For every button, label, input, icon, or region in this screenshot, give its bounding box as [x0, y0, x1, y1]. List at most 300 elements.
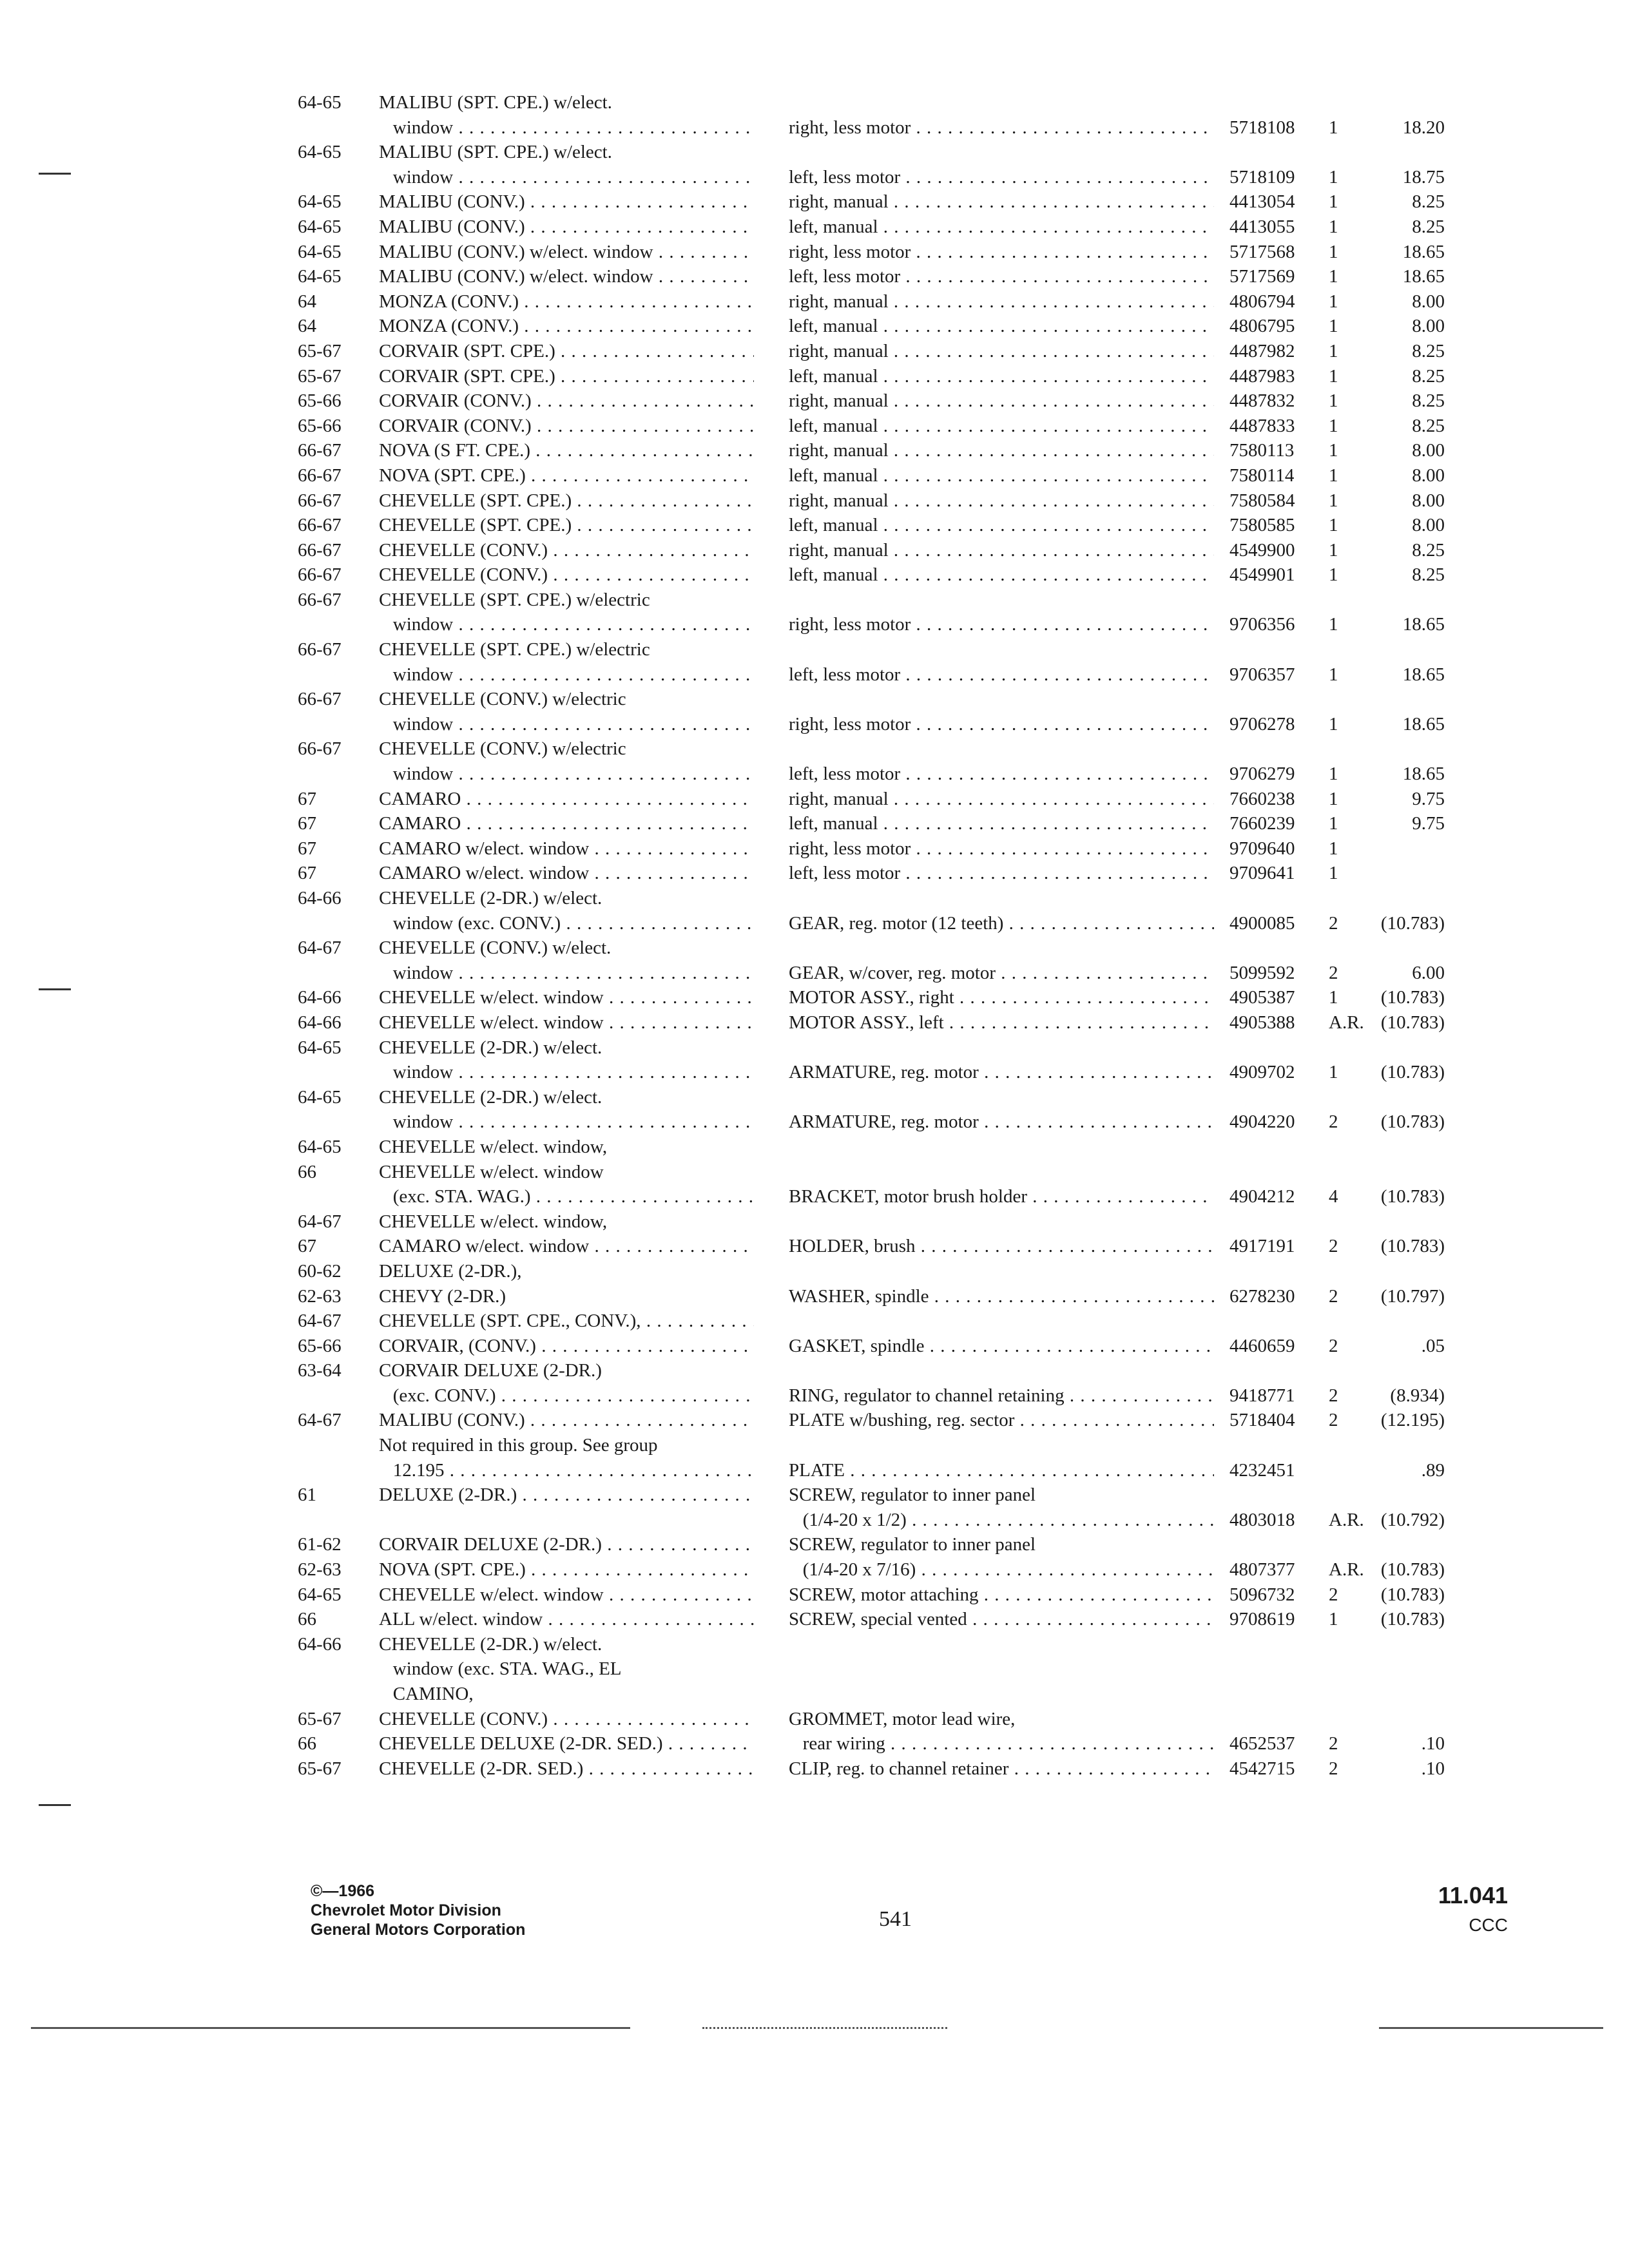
table-row [0, 438, 1629, 463]
price: (10.783) [1380, 1584, 1445, 1605]
model-description: window . . . [379, 115, 754, 140]
part-number: 9706357 [1229, 664, 1295, 685]
table-row [0, 1756, 1629, 1782]
model-description: 12.195 . . . [379, 1458, 754, 1483]
price [1361, 588, 1445, 613]
model-description: window (exc. CONV.) . . . [379, 911, 754, 936]
part-number [1229, 736, 1326, 762]
part-description [789, 1632, 1214, 1657]
model-year [298, 961, 381, 986]
model-year: 64-66 [298, 888, 342, 908]
model-year: 66-67 [298, 564, 342, 586]
model-description: CHEVELLE (CONV.) . . . [379, 538, 754, 563]
table-row [0, 1259, 1629, 1284]
model-year: 66-67 [298, 440, 342, 461]
part-description: left, less motor . . . [789, 861, 1214, 886]
price: 18.65 [1402, 241, 1445, 262]
model-description: Not required in this group. See group [379, 1435, 658, 1456]
price: .10 [1421, 1733, 1445, 1754]
quantity: 1 [1329, 664, 1338, 685]
model-year: 64-65 [298, 266, 342, 287]
price [1361, 861, 1445, 886]
part-number [1229, 1632, 1326, 1657]
price [1361, 1657, 1445, 1682]
table-row [0, 1184, 1629, 1209]
table-row [0, 414, 1629, 439]
price [1361, 1358, 1445, 1383]
corporation-name: General Motors Corporation [311, 1921, 526, 1939]
model-year: 60-62 [298, 1260, 342, 1282]
table-row [0, 886, 1629, 911]
table-row [0, 1458, 1629, 1483]
part-description [789, 588, 1214, 613]
part-number [1229, 1160, 1326, 1185]
model-year: 61 [298, 1485, 316, 1506]
quantity: A.R. [1329, 1559, 1364, 1581]
model-description: CAMINO, [379, 1684, 474, 1704]
price: 8.25 [1412, 539, 1445, 561]
table-row [0, 1309, 1629, 1334]
price: (10.783) [1380, 1111, 1445, 1133]
model-description: window (exc. STA. WAG., EL [379, 1658, 622, 1680]
table-row [0, 1483, 1629, 1508]
price: (8.934) [1390, 1385, 1445, 1406]
quantity: 2 [1329, 1758, 1338, 1779]
part-description: left, less motor . . . [789, 264, 1214, 289]
part-number: 4542715 [1229, 1758, 1295, 1779]
table-row [0, 1682, 1629, 1707]
price: 8.25 [1412, 564, 1445, 586]
model-description: DELUXE (2-DR.), [379, 1260, 522, 1282]
part-number: 5718108 [1229, 117, 1295, 138]
part-number: 4652537 [1229, 1733, 1295, 1754]
table-row [0, 189, 1629, 215]
table-row [0, 911, 1629, 936]
price: (10.783) [1380, 1062, 1445, 1083]
part-number: 4905387 [1229, 987, 1295, 1008]
model-year: 64-66 [298, 1633, 342, 1655]
part-description [789, 1135, 1214, 1160]
part-number: 4413055 [1229, 216, 1295, 237]
table-row [0, 1085, 1629, 1110]
table-row [0, 389, 1629, 414]
price [1361, 140, 1445, 165]
quantity: 1 [1329, 788, 1338, 809]
part-description [789, 1035, 1214, 1061]
model-description: NOVA (S FT. CPE.) . . . [379, 438, 754, 463]
table-row [0, 936, 1629, 961]
model-description: MALIBU (CONV.) . . . [379, 215, 754, 240]
table-row [0, 1532, 1629, 1557]
part-number [1229, 1707, 1326, 1732]
table-row [0, 811, 1629, 836]
part-number [1229, 1433, 1326, 1458]
table-row [0, 1110, 1629, 1135]
part-description: left, manual . . . [789, 364, 1214, 389]
model-description: CHEVELLE (2-DR.) w/elect. [379, 888, 602, 908]
model-description: CHEVELLE (2-DR.) w/elect. [379, 1037, 602, 1058]
quantity: 1 [1329, 266, 1338, 287]
price: .10 [1421, 1758, 1445, 1779]
part-number: 4900085 [1229, 912, 1295, 934]
table-row [0, 1358, 1629, 1383]
part-number: 5718404 [1229, 1410, 1295, 1431]
part-description: right, less motor . . . [789, 712, 1214, 737]
part-number: 4917191 [1229, 1236, 1295, 1257]
model-year: 64 [298, 316, 316, 337]
price: (12.195) [1380, 1410, 1445, 1431]
table-row [0, 463, 1629, 488]
part-number: 7580585 [1229, 515, 1295, 536]
part-number [1229, 936, 1326, 961]
price: (10.783) [1380, 1012, 1445, 1033]
quantity: 1 [1329, 117, 1338, 138]
price: 8.25 [1412, 365, 1445, 387]
model-year: 64-65 [298, 1584, 342, 1605]
model-description: CAMARO w/elect. window . . . [379, 861, 754, 886]
table-row [0, 1234, 1629, 1259]
quantity: 1 [1329, 390, 1338, 412]
part-number: 5717568 [1229, 241, 1295, 262]
model-year [298, 1433, 381, 1458]
quantity: 2 [1329, 1236, 1338, 1257]
part-description: MOTOR ASSY., right . . . [789, 985, 1214, 1010]
part-description [789, 1259, 1214, 1284]
part-description: GASKET, spindle . . . [789, 1334, 1214, 1359]
price [1361, 736, 1445, 762]
part-number: 9709641 [1229, 863, 1295, 884]
model-year [298, 115, 381, 140]
part-number: 7580113 [1229, 440, 1295, 461]
model-year [298, 1383, 381, 1408]
model-description: CHEVELLE (2-DR. SED.) . . . [379, 1756, 754, 1782]
table-row [0, 1209, 1629, 1235]
part-description [789, 140, 1214, 165]
price [1361, 836, 1445, 861]
part-number: 4807377 [1229, 1559, 1295, 1581]
price: 18.65 [1402, 664, 1445, 685]
price: (10.792) [1380, 1509, 1445, 1530]
model-year: 64-65 [298, 241, 342, 262]
part-number: 7580114 [1229, 465, 1295, 486]
model-year: 64-66 [298, 1012, 342, 1033]
part-description [789, 736, 1214, 762]
part-number: 7660239 [1229, 813, 1295, 834]
model-year [298, 612, 381, 637]
model-description: NOVA (SPT. CPE.) . . . [379, 1557, 754, 1582]
model-year [298, 1110, 381, 1135]
price: .89 [1421, 1459, 1445, 1481]
table-row [0, 861, 1629, 886]
part-description: left, manual . . . [789, 463, 1214, 488]
part-description: right, less motor . . . [789, 240, 1214, 265]
price: 8.00 [1412, 440, 1445, 461]
model-year: 64-65 [298, 1086, 342, 1108]
model-year: 64-65 [298, 191, 342, 213]
part-description: right, manual . . . [789, 438, 1214, 463]
table-row [0, 488, 1629, 514]
section-code: 11.041 [1438, 1882, 1508, 1908]
model-year: 66-67 [298, 738, 342, 760]
model-description: window . . . [379, 662, 754, 687]
part-number [1229, 1657, 1326, 1682]
part-description [789, 936, 1214, 961]
table-row [0, 240, 1629, 265]
price [1361, 1160, 1445, 1185]
model-year [298, 911, 381, 936]
table-row [0, 1383, 1629, 1408]
part-description: left, manual . . . [789, 811, 1214, 836]
model-description: CAMARO . . . [379, 811, 754, 836]
model-description: MALIBU (CONV.) w/elect. window . . . [379, 240, 754, 265]
quantity: 2 [1329, 1285, 1338, 1307]
part-description: HOLDER, brush . . . [789, 1234, 1214, 1259]
model-year [298, 1657, 381, 1682]
price: 9.75 [1412, 813, 1445, 834]
model-description: CHEVELLE (CONV.) w/electric [379, 738, 626, 760]
part-number [1229, 1309, 1326, 1334]
price [1361, 1707, 1445, 1732]
price: 6.00 [1412, 962, 1445, 983]
table-row [0, 1582, 1629, 1608]
part-description [789, 1433, 1214, 1458]
model-year [298, 662, 381, 687]
model-year: 62-63 [298, 1559, 342, 1581]
price: 18.65 [1402, 713, 1445, 735]
part-description [789, 1358, 1214, 1383]
part-description: BRACKET, motor brush holder . . . [789, 1184, 1214, 1209]
table-row [0, 588, 1629, 613]
model-year: 64-65 [298, 216, 342, 237]
part-number: 4232451 [1229, 1459, 1295, 1481]
part-number [1229, 1035, 1326, 1061]
quantity: 1 [1329, 465, 1338, 486]
model-description: (exc. STA. WAG.) . . . [379, 1184, 754, 1209]
part-number [1229, 1259, 1326, 1284]
price [1361, 936, 1445, 961]
model-description: CHEVELLE w/elect. window, [379, 1136, 608, 1157]
price [1361, 1259, 1445, 1284]
price [1361, 1433, 1445, 1458]
part-description: left, manual . . . [789, 562, 1214, 588]
model-year: 64-65 [298, 1037, 342, 1058]
quantity: 1 [1329, 764, 1338, 785]
model-year: 64-65 [298, 92, 342, 113]
model-year: 64-65 [298, 1136, 342, 1157]
table-row [0, 1060, 1629, 1085]
price: 8.25 [1412, 216, 1445, 237]
model-year [298, 1682, 381, 1707]
part-number: 9706278 [1229, 713, 1295, 735]
table-row [0, 1707, 1629, 1732]
part-description: right, manual . . . [789, 339, 1214, 364]
part-description: left, less motor . . . [789, 165, 1214, 190]
table-row [0, 1334, 1629, 1359]
model-description: MONZA (CONV.) . . . [379, 289, 754, 314]
part-description [789, 1209, 1214, 1235]
table-row [0, 562, 1629, 588]
part-description: left, manual . . . [789, 314, 1214, 339]
part-description: right, manual . . . [789, 389, 1214, 414]
model-description: window . . . [379, 1110, 754, 1135]
part-number [1229, 687, 1326, 712]
part-description [789, 1682, 1214, 1707]
model-year: 65-66 [298, 1335, 342, 1356]
part-number: 7580584 [1229, 490, 1295, 511]
quantity: 1 [1329, 216, 1338, 237]
model-year: 66 [298, 1161, 316, 1182]
model-description: CORVAIR (SPT. CPE.) . . . [379, 364, 754, 389]
model-year [298, 712, 381, 737]
part-description: CLIP, reg. to channel retainer . . . [789, 1756, 1214, 1782]
model-year: 64 [298, 291, 316, 312]
price: 18.65 [1402, 614, 1445, 635]
part-number: 9418771 [1229, 1385, 1295, 1406]
part-number [1229, 1532, 1326, 1557]
part-description: right, manual . . . [789, 289, 1214, 314]
quantity: 1 [1329, 191, 1338, 213]
model-year: 66-67 [298, 465, 342, 486]
model-year: 66 [298, 1609, 316, 1630]
model-description: CHEVELLE (SPT. CPE., CONV.), . . . [379, 1309, 754, 1334]
model-year [298, 1184, 381, 1209]
copyright-notice: ©—1966 [311, 1882, 375, 1900]
part-description: left, manual . . . [789, 513, 1214, 538]
table-row [0, 90, 1629, 115]
model-year: 63-64 [298, 1360, 342, 1381]
model-description: CHEVELLE (SPT. CPE.) w/electric [379, 589, 650, 610]
model-year [298, 165, 381, 190]
part-number [1229, 90, 1326, 115]
quantity: 2 [1329, 1733, 1338, 1754]
table-row [0, 1508, 1629, 1533]
part-number: 9706279 [1229, 764, 1295, 785]
price [1361, 1209, 1445, 1235]
price: 8.00 [1412, 316, 1445, 337]
model-description: window . . . [379, 762, 754, 787]
part-description: right, manual . . . [789, 189, 1214, 215]
quantity: 2 [1329, 962, 1338, 983]
quantity: 1 [1329, 316, 1338, 337]
model-description: CORVAIR, (CONV.) . . . [379, 1334, 754, 1359]
price: 8.00 [1412, 291, 1445, 312]
table-row [0, 1557, 1629, 1582]
part-description: (1/4-20 x 7/16) . . . [789, 1557, 1214, 1582]
model-year: 67 [298, 1236, 316, 1257]
part-description [789, 1309, 1214, 1334]
model-year: 65-67 [298, 1708, 342, 1729]
table-row [0, 264, 1629, 289]
price [1361, 1085, 1445, 1110]
model-description [379, 1508, 754, 1533]
parts-catalog [0, 90, 1629, 1781]
quantity: 1 [1329, 863, 1338, 884]
model-description: CORVAIR (SPT. CPE.) . . . [379, 339, 754, 364]
part-description: rear wiring . . . [789, 1731, 1214, 1756]
model-year [298, 1458, 381, 1483]
part-number: 7660238 [1229, 788, 1295, 809]
table-row [0, 538, 1629, 563]
part-number: 9708619 [1229, 1609, 1295, 1630]
price: 8.00 [1412, 515, 1445, 536]
part-number: 4803018 [1229, 1509, 1295, 1530]
part-description: GEAR, w/cover, reg. motor . . . [789, 961, 1214, 986]
part-number: 4487833 [1229, 415, 1295, 436]
model-year: 67 [298, 863, 316, 884]
quantity: 2 [1329, 912, 1338, 934]
part-description: right, less motor . . . [789, 612, 1214, 637]
price: (10.783) [1380, 1609, 1445, 1630]
table-row [0, 762, 1629, 787]
price: 8.25 [1412, 390, 1445, 412]
quantity: A.R. [1329, 1509, 1364, 1530]
model-description: ALL w/elect. window . . . [379, 1607, 754, 1632]
model-description: MALIBU (CONV.) . . . [379, 189, 754, 215]
part-description: left, less motor . . . [789, 662, 1214, 687]
bottom-rule [702, 2027, 947, 2029]
model-year [298, 1508, 381, 1533]
publisher-block [311, 1881, 525, 1939]
quantity: 1 [1329, 614, 1338, 635]
table-row [0, 215, 1629, 240]
part-number: 5099592 [1229, 962, 1295, 983]
model-year: 65-67 [298, 1758, 342, 1779]
quantity: 2 [1329, 1584, 1338, 1605]
part-number: 4905388 [1229, 1012, 1295, 1033]
part-number: 5717569 [1229, 266, 1295, 287]
table-row [0, 364, 1629, 389]
model-description: CAMARO w/elect. window . . . [379, 1234, 754, 1259]
price [1361, 637, 1445, 662]
price [1361, 886, 1445, 911]
model-year: 66-67 [298, 589, 342, 610]
part-number: 4460659 [1229, 1335, 1295, 1356]
quantity: 1 [1329, 340, 1338, 361]
price: (10.783) [1380, 987, 1445, 1008]
model-description: CHEVELLE w/elect. window . . . [379, 1582, 754, 1608]
part-description: right, less motor . . . [789, 115, 1214, 140]
margin-mark [39, 1804, 71, 1806]
model-description: window . . . [379, 612, 754, 637]
quantity: A.R. [1329, 1012, 1364, 1033]
model-year: 66-67 [298, 639, 342, 660]
price: 8.00 [1412, 465, 1445, 486]
quantity: 1 [1329, 1609, 1338, 1630]
bottom-rule [1379, 2027, 1603, 2029]
part-description: right, less motor . . . [789, 836, 1214, 861]
part-description: SCREW, motor attaching . . . [789, 1582, 1214, 1608]
part-number: 4549901 [1229, 564, 1295, 586]
model-year [298, 1060, 381, 1085]
model-year: 67 [298, 788, 316, 809]
part-description [789, 90, 1214, 115]
table-row [0, 289, 1629, 314]
table-row [0, 513, 1629, 538]
model-year: 66-67 [298, 689, 342, 710]
table-row [0, 1607, 1629, 1632]
model-description: CHEVELLE w/elect. window, [379, 1211, 608, 1232]
table-row [0, 339, 1629, 364]
price [1361, 1309, 1445, 1334]
part-number: 6278230 [1229, 1285, 1295, 1307]
model-description: CHEVELLE (SPT. CPE.) . . . [379, 488, 754, 514]
part-number [1229, 588, 1326, 613]
part-number: 4487983 [1229, 365, 1295, 387]
table-row [0, 1035, 1629, 1061]
table-row [0, 637, 1629, 662]
part-number [1229, 1483, 1326, 1508]
price [1361, 90, 1445, 115]
